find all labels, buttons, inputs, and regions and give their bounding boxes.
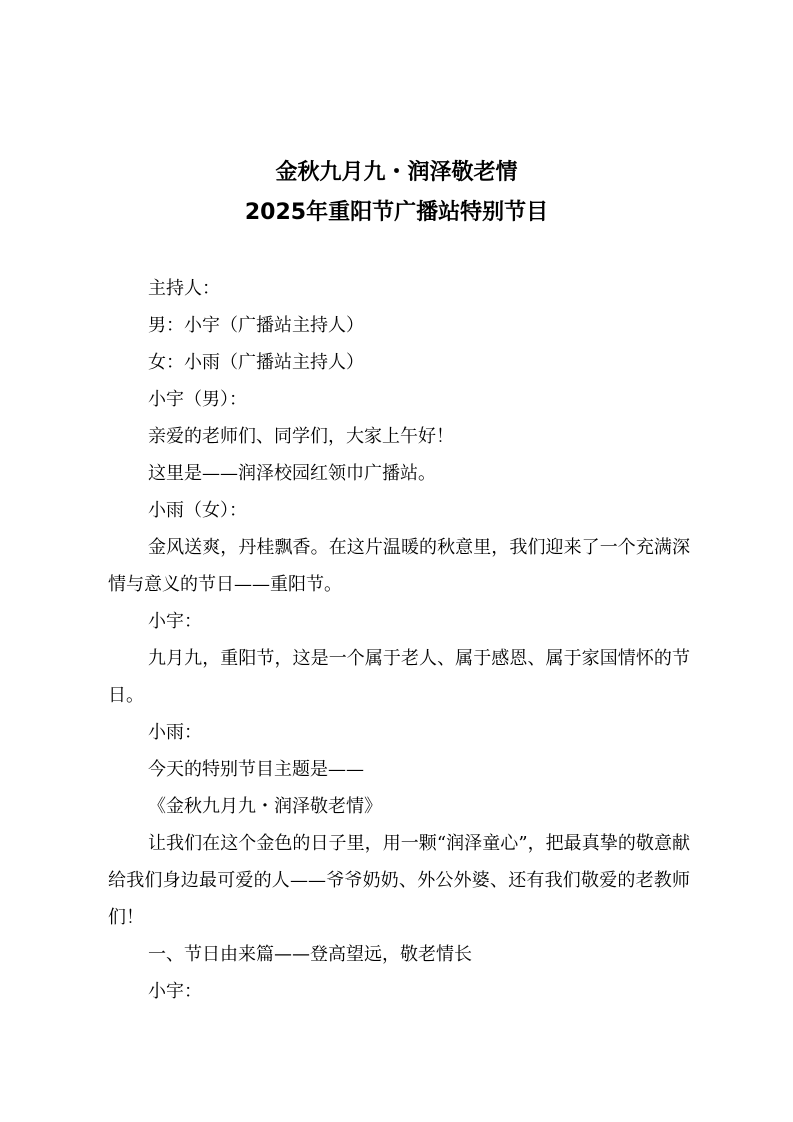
paragraph: 这里是——润泽校园红领巾广播站。 bbox=[148, 463, 436, 484]
speaker-label: 小宇： bbox=[148, 611, 202, 632]
paragraph-host-male: 男：小宇（广播站主持人） bbox=[148, 315, 364, 336]
paragraph-host-female: 女：小雨（广播站主持人） bbox=[148, 352, 364, 373]
paragraph: 九月九，重阳节，这是一个属于老人、属于感恩、属于家国情怀的节日。 bbox=[108, 648, 690, 706]
program-theme: 《金秋九月九・润泽敬老情》 bbox=[148, 796, 382, 817]
speaker-label: 小雨（女）： bbox=[148, 500, 247, 521]
paragraph: 让我们在这个金色的日子里，用一颗“润泽童心”，把最真挚的敬意献给我们身边最可爱的人——爷爷奶奶、外公外婆、还有我们敬爱的老教师们！ bbox=[108, 833, 690, 928]
paragraph: 亲爱的老师们、同学们，大家上午好！ bbox=[148, 426, 454, 447]
section-heading: 一、节日由来篇——登高望远，敬老情长 bbox=[148, 944, 472, 965]
document-body bbox=[108, 270, 690, 1010]
speaker-label: 小宇（男）： bbox=[148, 389, 247, 410]
paragraph: 今天的特别节目主题是—— bbox=[148, 759, 364, 780]
speaker-label: 小雨： bbox=[148, 722, 202, 743]
paragraph: 金风送爽，丹桂飘香。在这片温暖的秋意里，我们迎来了一个充满深情与意义的节日——重阳节。 bbox=[108, 537, 690, 595]
speaker-label: 小宇： bbox=[148, 981, 202, 1002]
document-subtitle: 2025年重阳节广播站特别节目 bbox=[244, 200, 549, 225]
paragraph-hosts: 主持人： bbox=[148, 278, 220, 299]
document-title: 金秋九月九・润泽敬老情 bbox=[275, 160, 518, 185]
